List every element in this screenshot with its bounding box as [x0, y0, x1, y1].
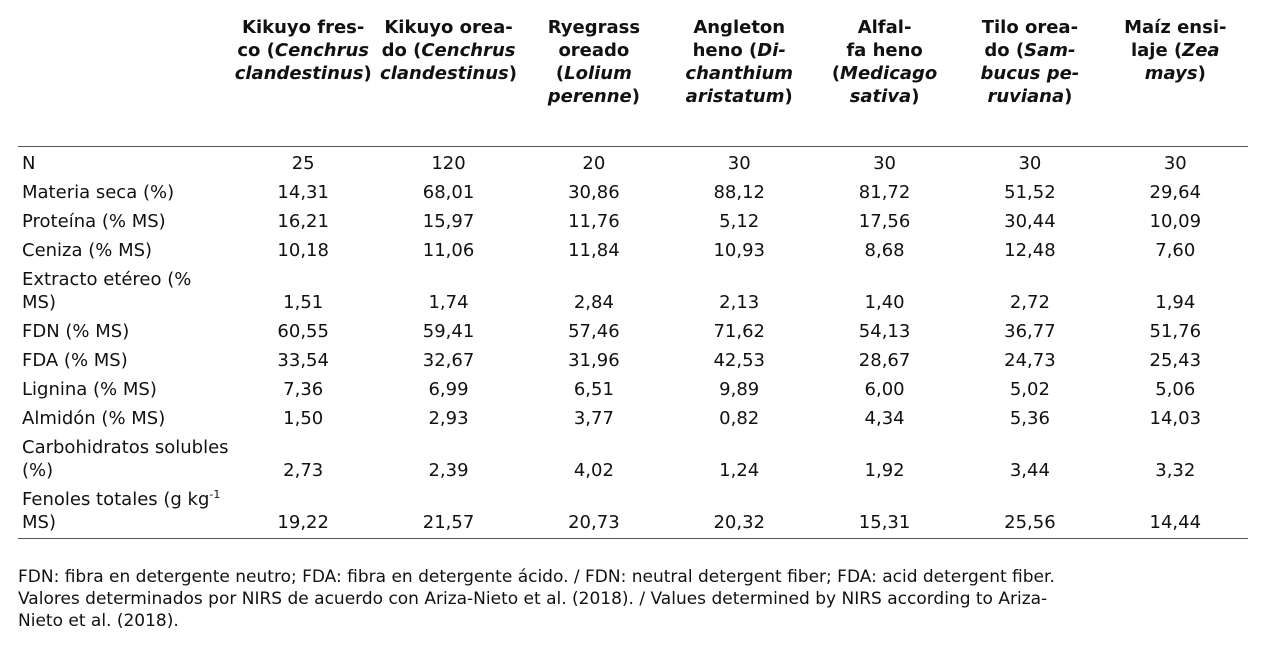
table-cell: 25 — [291, 153, 315, 174]
header-kikuyo-fresco: Kikuyo fres- co (Cenchrus clandestinus) — [231, 10, 376, 147]
table-cell: 1,24 — [719, 460, 760, 481]
table-row — [18, 433, 1248, 485]
table-cell: 30 — [727, 153, 751, 174]
table-cell: 54,13 — [858, 321, 911, 342]
header-maiz-ensilaje: Maíz ensi- laje (Zea mays) — [1103, 10, 1248, 147]
table-cell: 5,12 — [719, 211, 760, 232]
row-label — [18, 404, 231, 433]
table-cell: 15,31 — [812, 485, 957, 539]
row-label-text: Fenoles totales (g kg — [22, 489, 210, 510]
table-cell: 11,76 — [568, 211, 620, 232]
header-ryegrass-oreado: Ryegrass oreado (Lolium perenne) — [521, 10, 666, 147]
table-cell: 59,41 — [422, 321, 475, 342]
table-cell: 20 — [582, 153, 606, 174]
table-cell: 24,73 — [1004, 350, 1056, 371]
row-label-text: Ceniza (% MS) — [22, 240, 153, 261]
table-cell: 42,53 — [713, 350, 765, 371]
row-label — [18, 265, 231, 317]
table-header — [18, 10, 1248, 147]
table-cell: 6,00 — [864, 379, 905, 400]
table-cell: 10,93 — [713, 240, 765, 261]
table-cell: 14,03 — [1149, 408, 1202, 429]
table-cell: 6,99 — [428, 379, 469, 400]
row-label-text: FDN (% MS) — [22, 321, 130, 342]
table-row — [18, 207, 1248, 236]
table-cell: 11,84 — [568, 240, 620, 261]
table-cell: 36,77 — [1004, 321, 1056, 342]
table-cell: 10,09 — [1149, 211, 1202, 232]
table-cell: 2,72 — [1009, 292, 1050, 313]
row-label — [18, 147, 231, 179]
table-cell: 68,01 — [422, 182, 475, 203]
row-label — [18, 236, 231, 265]
table-cell: 71,62 — [713, 321, 765, 342]
table-cell: 20,73 — [521, 485, 666, 539]
row-label-text: Lignina (% MS) — [22, 379, 157, 400]
table-cell: 30,86 — [568, 182, 620, 203]
row-label-text: Extracto etéreo (% MS) — [22, 269, 192, 313]
header-kikuyo-oreado: Kikuyo orea- do (Cenchrus clandestinus) — [376, 10, 521, 147]
table-row — [18, 236, 1248, 265]
table-cell: 88,12 — [713, 182, 765, 203]
footnote-line: FDN: fibra en detergente neutro; FDA: fibra en detergente ácido. / FDN: neutral detergent fiber; FDA: acid detergent fiber. — [18, 567, 1055, 587]
table-cell: 10,18 — [277, 240, 329, 261]
table-cell: 14,31 — [277, 182, 329, 203]
table-cell: 32,67 — [422, 350, 475, 371]
table-cell: 17,56 — [858, 211, 911, 232]
table-cell: 5,02 — [1009, 379, 1050, 400]
table-cell: 1,94 — [1155, 292, 1196, 313]
table-row — [18, 178, 1248, 207]
row-label-text: Carbohidratos solubles (%) — [22, 437, 229, 481]
table-cell: 25,43 — [1149, 350, 1202, 371]
row-label-text: Proteína (% MS) — [22, 211, 166, 232]
footnote-line: Nieto et al. (2018). — [18, 611, 179, 631]
table-cell: 15,97 — [422, 211, 475, 232]
table-cell: 8,68 — [864, 240, 905, 261]
table-cell: 0,82 — [719, 408, 760, 429]
row-label-superscript: -1 — [209, 488, 221, 501]
table-cell: 1,51 — [283, 292, 324, 313]
table-cell: 3,32 — [1155, 460, 1196, 481]
table-row — [18, 147, 1248, 179]
row-label — [18, 207, 231, 236]
table-cell: 9,89 — [719, 379, 760, 400]
table-cell: 2,13 — [719, 292, 760, 313]
table-cell: 21,57 — [376, 485, 521, 539]
header-tilo-oreado: Tilo orea- do (Sam- bucus pe- ruviana) — [957, 10, 1102, 147]
table-cell: 3,44 — [1009, 460, 1050, 481]
table-cell: 57,46 — [568, 321, 620, 342]
row-label — [18, 317, 231, 346]
table-cell: 30,44 — [1004, 211, 1056, 232]
table-cell: 2,73 — [283, 460, 324, 481]
footnote-line: Valores determinados por NIRS de acuerdo con Ariza-Nieto et al. (2018). / Values determined by NIRS according to Ariza- — [18, 589, 1048, 609]
table-cell: 7,60 — [1155, 240, 1196, 261]
table-cell: 6,51 — [573, 379, 614, 400]
table-cell: 7,36 — [283, 379, 324, 400]
composition-table — [18, 10, 1248, 539]
table-cell: 2,84 — [573, 292, 614, 313]
table-cell: 5,06 — [1155, 379, 1196, 400]
table-cell: 33,54 — [277, 350, 329, 371]
table-cell: 4,02 — [573, 460, 614, 481]
table-cell: 120 — [431, 153, 466, 174]
row-label — [18, 485, 231, 539]
composition-table-container — [18, 10, 1248, 539]
header-alfalfa-heno: Alfal- fa heno (Medicago sativa) — [812, 10, 957, 147]
table-cell: 3,77 — [573, 408, 614, 429]
table-cell: 20,32 — [667, 485, 812, 539]
table-cell: 2,39 — [428, 460, 469, 481]
table-cell: 28,67 — [858, 350, 911, 371]
row-label-text: Materia seca (%) — [22, 182, 175, 203]
table-cell: 5,36 — [1009, 408, 1050, 429]
table-body — [18, 147, 1248, 539]
table-cell: 81,72 — [858, 182, 911, 203]
row-label — [18, 375, 231, 404]
table-cell: 30 — [1018, 153, 1042, 174]
row-label-text: FDA (% MS) — [22, 350, 128, 371]
table-cell: 19,22 — [231, 485, 376, 539]
table-cell: 31,96 — [568, 350, 620, 371]
table-cell: 14,44 — [1103, 485, 1248, 539]
table-footnote — [18, 566, 1253, 632]
header-angleton-heno: Angleton heno (Di- chanthium aristatum) — [667, 10, 812, 147]
table-cell: 2,93 — [428, 408, 469, 429]
table-row — [18, 265, 1248, 317]
table-cell: 29,64 — [1149, 182, 1202, 203]
table-row — [18, 346, 1248, 375]
table-row — [18, 317, 1248, 346]
table-cell: 51,76 — [1149, 321, 1202, 342]
table-cell: 12,48 — [1004, 240, 1056, 261]
row-label-text: Almidón (% MS) — [22, 408, 166, 429]
table-cell: 4,34 — [864, 408, 905, 429]
table-cell: 1,50 — [283, 408, 324, 429]
row-label — [18, 346, 231, 375]
table-row — [18, 375, 1248, 404]
row-label-text: MS) — [22, 512, 56, 533]
table-cell: 1,74 — [428, 292, 469, 313]
row-label — [18, 178, 231, 207]
table-row — [18, 404, 1248, 433]
table-cell: 30 — [1163, 153, 1187, 174]
table-cell: 30 — [873, 153, 897, 174]
row-label-text: N — [22, 153, 36, 174]
table-cell: 1,92 — [864, 460, 905, 481]
table-cell: 16,21 — [277, 211, 329, 232]
table-cell: 11,06 — [422, 240, 475, 261]
table-cell: 60,55 — [277, 321, 329, 342]
header-empty-cell — [18, 10, 231, 147]
row-label — [18, 433, 231, 485]
table-cell: 51,52 — [1004, 182, 1056, 203]
table-cell: 1,40 — [864, 292, 905, 313]
table-row — [18, 485, 1248, 539]
table-cell: 25,56 — [957, 485, 1102, 539]
